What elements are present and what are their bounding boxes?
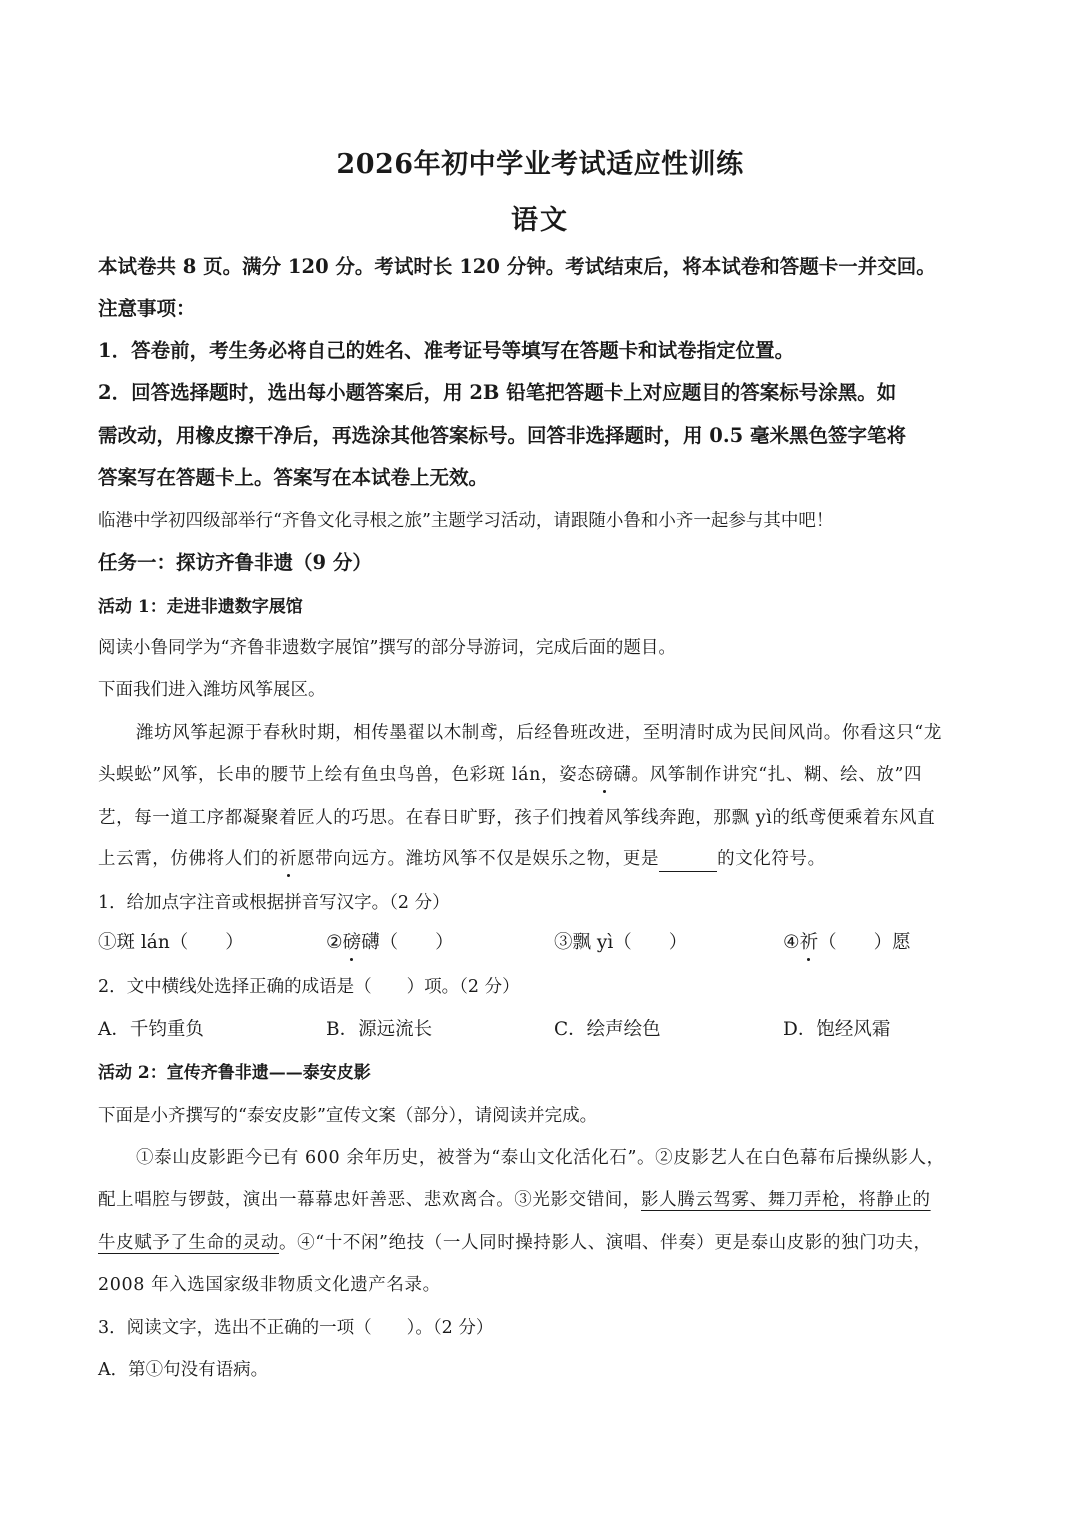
q2-option-d: D．饱经风霜 [783, 1019, 891, 1040]
notice-item-1: 1．答卷前，考生务必将自己的姓名、准考证号等填写在答题卡和试卷指定位置。 [98, 339, 795, 362]
notice-item-2-line-1: 2．回答选择题时，选出每小题答案后，用 2B 铅笔把答题卡上对应题目的答案标号涂黑。如 [98, 381, 897, 404]
exam-info: 本试卷共 8 页。满分 120 分。考试时长 120 分钟。考试结束后，将本试卷和答题卡一并交回。 [98, 255, 936, 278]
passage1-line-4 [98, 846, 826, 872]
activity2-heading: 活动 2：宣传齐鲁非遗——泰安皮影 [98, 1063, 371, 1083]
q3-stem: 3．阅读文字，选出不正确的一项（ ）。（2 分） [98, 1318, 494, 1338]
q2-stem: 2．文中横线处选择正确的成语是（ ）项。（2 分） [98, 977, 520, 997]
dotted-char: 祈 [800, 930, 819, 956]
answer-blank [659, 853, 717, 872]
underlined-text: 影人腾云驾雾、舞刀弄枪，将静止的 [641, 1190, 931, 1210]
exam-title: 2026年初中学业考试适应性训练 [336, 149, 744, 180]
subject-title: 语文 [511, 205, 569, 236]
q1-option-d [783, 930, 911, 956]
dotted-char: 祈 [279, 846, 297, 872]
text-segment: 头蜈蚣”风筝，长串的腰节上绘有鱼虫鸟兽，色彩斑 lán，姿态 [98, 765, 596, 785]
passage2-line-4: 2008 年入选国家级非物质文化遗产名录。 [98, 1275, 441, 1295]
q2-option-b: B．源远流长 [326, 1019, 433, 1040]
text-segment: 上云霄，仿佛将人们的 [98, 849, 279, 869]
passage1-line-1: 潍坊风筝起源于春秋时期，相传墨翟以木制鸢，后经鲁班改进，至明清时成为民间风尚。你看这只“龙 [136, 723, 942, 743]
text-segment: ④ [783, 932, 800, 953]
q3-option-a: A．第①句没有语病。 [98, 1360, 269, 1380]
underlined-text: 牛皮赋予了生命的灵动 [98, 1233, 279, 1253]
lead-text: 临港中学初四级部举行“齐鲁文化寻根之旅”主题学习活动，请跟随小鲁和小齐一起参与其中吧！ [98, 511, 834, 531]
text-segment: ② [326, 932, 343, 953]
notice-heading: 注意事项： [98, 297, 196, 320]
text-segment: 的文化符号。 [717, 849, 826, 869]
q1-option-a: ①斑 lán（ ） [98, 932, 244, 953]
q1-option-b [326, 930, 454, 956]
text-segment: （ ）愿 [818, 932, 911, 953]
notice-item-2-line-3: 答案写在答题卡上。答案写在本试卷上无效。 [98, 466, 489, 489]
q2-option-a: A．千钧重负 [98, 1019, 204, 1040]
passage1-line-3: 艺，每一道工序都凝聚着匠人的巧思。在春日旷野，孩子们拽着风筝线奔跑，那飘 yì的纸鸢便乘着东风直 [98, 808, 936, 828]
text-segment: 。④“十不闲”绝技（一人同时操持影人、演唱、伴奏）更是泰山皮影的独门功夫， [279, 1233, 932, 1253]
q1-option-c: ③飘 yì（ ） [554, 932, 688, 953]
dotted-char: 磅 [595, 762, 613, 788]
text-segment: 礴。风筝制作讲究“扎、糊、绘、放”四 [613, 765, 923, 785]
activity2-intro: 下面是小齐撰写的“泰安皮影”宣传文案（部分），请阅读并完成。 [98, 1106, 598, 1126]
passage2-line-1: ①泰山皮影距今已有 600 余年历史，被誉为“泰山文化活化石”。②皮影艺人在白色幕布后操纵影人， [136, 1148, 945, 1168]
q2-option-c: C．绘声绘色 [554, 1019, 661, 1040]
activity1-heading: 活动 1：走进非遗数字展馆 [98, 597, 303, 617]
passage2-line-2 [98, 1187, 931, 1213]
passage1-line-2 [98, 762, 922, 788]
passage2-line-3 [98, 1230, 932, 1256]
text-segment: 愿带向远方。潍坊风筝不仅是娱乐之物，更是 [297, 849, 660, 869]
text-segment: 配上唱腔与锣鼓，演出一幕幕忠奸善恶、悲欢离合。③光影交错间， [98, 1190, 641, 1210]
q1-stem: 1．给加点字注音或根据拼音写汉字。（2 分） [98, 893, 450, 913]
task1-heading: 任务一：探访齐鲁非遗（9 分） [98, 551, 372, 574]
dotted-char: 磅 [343, 930, 362, 956]
activity1-intro: 阅读小鲁同学为“齐鲁非遗数字展馆”撰写的部分导游词，完成后面的题目。 [98, 638, 676, 658]
activity1-sub: 下面我们进入潍坊风筝展区。 [98, 680, 326, 700]
notice-item-2-line-2: 需改动，用橡皮擦干净后，再选涂其他答案标号。回答非选择题时，用 0.5 毫米黑色签字笔将 [98, 424, 907, 447]
text-segment: 礴（ ） [361, 932, 454, 953]
